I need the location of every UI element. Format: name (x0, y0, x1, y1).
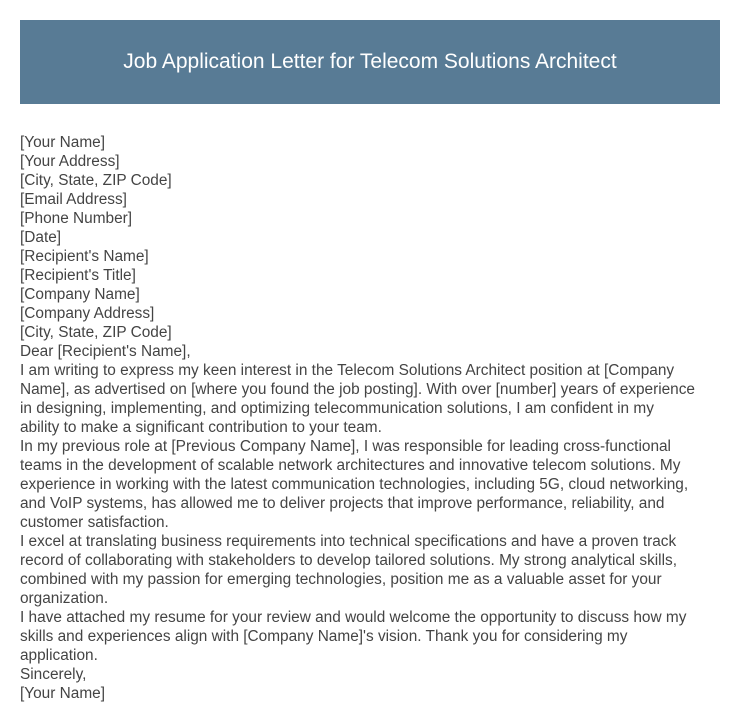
recipient-company: [Company Name] (20, 286, 140, 303)
paragraph-line: In my previous role at [Previous Company Name], I was responsible for leading cross-functional (20, 438, 671, 455)
paragraph-line: I excel at translating business requirements into technical specifications and have a proven track (20, 533, 677, 550)
recipient-address: [Company Address] (20, 305, 155, 322)
paragraph-interest (20, 361, 722, 437)
paragraph-line: teams in the development of scalable network architectures and innovative telecom solutions. My (20, 457, 681, 474)
paragraph-line: organization. (20, 590, 109, 607)
sender-block (20, 133, 722, 228)
paragraph-experience (20, 437, 722, 532)
paragraph-line: combined with my passion for emerging technologies, position me as a valuable asset for your (20, 571, 662, 588)
sender-address: [Your Address] (20, 153, 120, 170)
paragraph-line: I have attached my resume for your review and would welcome the opportunity to discuss how my (20, 609, 687, 626)
paragraph-skills (20, 532, 722, 608)
sender-email: [Email Address] (20, 191, 127, 208)
paragraph-line: Name], as advertised on [where you found the job posting]. With over [number] years of experience (20, 381, 695, 398)
recipient-city-state-zip: [City, State, ZIP Code] (20, 324, 172, 341)
page-title: Job Application Letter for Telecom Solutions Architect (123, 50, 617, 73)
sender-city-state-zip: [City, State, ZIP Code] (20, 172, 172, 189)
letter-body (20, 133, 722, 703)
paragraph-line: and VoIP systems, has allowed me to deliver projects that improve performance, reliability, and (20, 495, 665, 512)
paragraph-line: customer satisfaction. (20, 514, 169, 531)
paragraph-line: record of collaborating with stakeholders to develop tailored solutions. My strong analytical skills, (20, 552, 677, 569)
paragraph-line: I am writing to express my keen interest in the Telecom Solutions Architect position at [Company (20, 362, 675, 379)
salutation: Dear [Recipient's Name], (20, 343, 191, 360)
signature: [Your Name] (20, 685, 105, 702)
page-header (20, 20, 720, 104)
recipient-name: [Recipient's Name] (20, 248, 149, 265)
paragraph-line: skills and experiences align with [Company Name]'s vision. Thank you for considering my (20, 628, 628, 645)
sender-phone: [Phone Number] (20, 210, 133, 227)
recipient-title: [Recipient's Title] (20, 267, 136, 284)
paragraph-closing (20, 608, 722, 665)
sender-name: [Your Name] (20, 134, 105, 151)
paragraph-line: experience in working with the latest communication technologies, including 5G, cloud networking, (20, 476, 689, 493)
closing: Sincerely, (20, 666, 87, 683)
paragraph-line: ability to make a significant contribution to your team. (20, 419, 382, 436)
recipient-block (20, 247, 722, 342)
paragraph-line: application. (20, 647, 98, 664)
letter-date: [Date] (20, 229, 62, 246)
paragraph-line: in designing, implementing, and optimizing telecommunication solutions, I am confident in my (20, 400, 654, 417)
